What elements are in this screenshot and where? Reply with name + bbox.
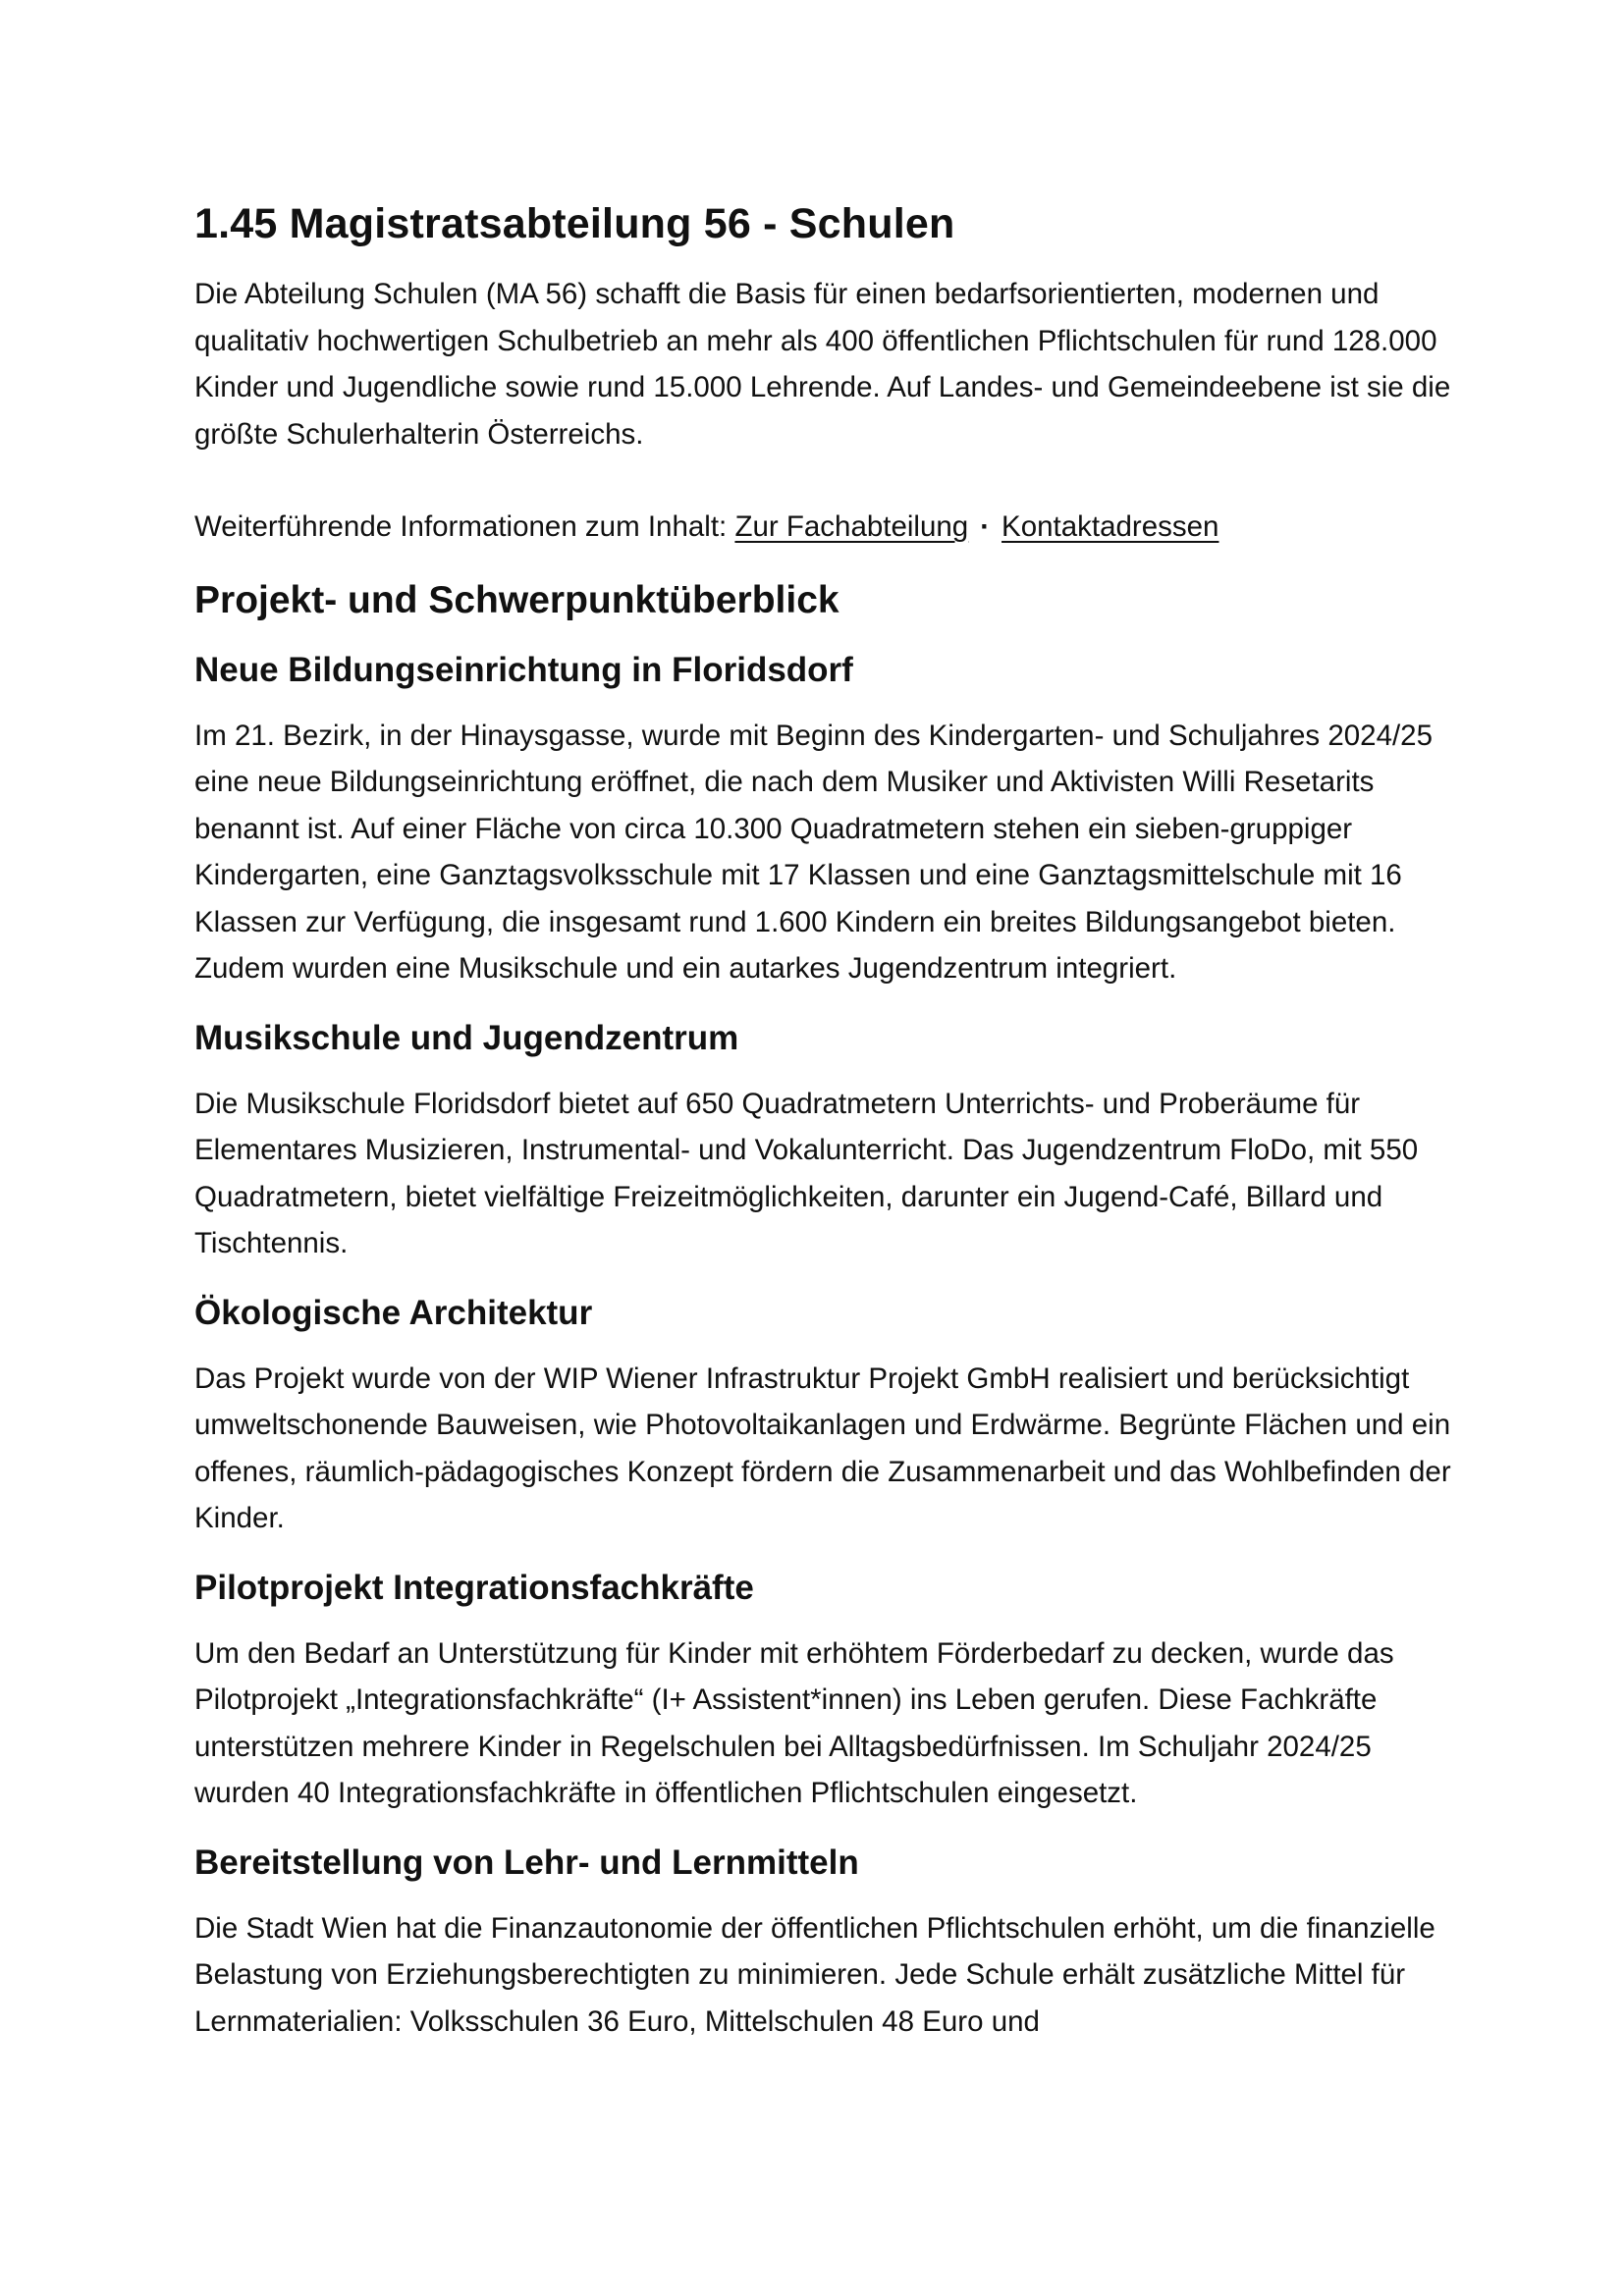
department-link[interactable]: Zur Fachabteilung (734, 510, 969, 543)
subsection-text-architecture: Das Projekt wurde von der WIP Wiener Infrastruktur Projekt GmbH realisiert und berücksichtigt umweltschonende Bauweisen, wie Photovoltaikanlagen und Erdwärme. Begrünte Flächen und ein offenes, räumlich-pädagogisches Konzept fördern die Zusammenarbeit und das Wohlbefinden der Kinder. (194, 1362, 1451, 1534)
link-separator: · (980, 510, 991, 543)
subsection-text-learning-materials: Die Stadt Wien hat die Finanzautonomie der öffentlichen Pflichtschulen erhöht, um die finanzielle Belastung von Erziehungsberechtigten zu minimieren. Jede Schule erhält zusätzliche Mittel für Lernmaterialien: Volksschulen 36 Euro, Mittelschulen 48 Euro und (194, 1911, 1435, 2038)
subsection-heading-music-youth: Musikschule und Jugendzentrum (194, 1018, 739, 1057)
subsection-text-music-youth: Die Musikschule Floridsdorf bietet auf 650 Quadratmetern Unterrichts- und Proberäume für Elementares Musizieren, Instrumental- und Vokalunterricht. Das Jugendzentrum FloDo, mit 550 Quadratmetern, bietet vielfältige Freizeitmöglichkeiten, darunter ein Jugend-Café, Billard und Tischtennis. (194, 1087, 1419, 1259)
further-info-label: Weiterführende Informationen zum Inhalt: (194, 510, 728, 543)
document-page (194, 196, 1451, 2068)
subsection-text-floridsdorf: Im 21. Bezirk, in der Hinaysgasse, wurde mit Beginn des Kindergarten- und Schuljahres 2024/25 eine neue Bildungseinrichtung eröffnet, die nach dem Musiker und Aktivisten Willi Resetarits benannt ist. Auf einer Fläche von circa 10.300 Quadratmetern stehen ein sieben-gruppiger Kindergarten, eine Ganztagsvolksschule mit 17 Klassen und eine Ganztagsmittelschule mit 16 Klassen zur Verfügung, die insgesamt rund 1.600 Kindern ein breites Bildungsangebot bieten. Zudem wurden eine Musikschule und ein autarkes Jugendzentrum integriert. (194, 719, 1433, 985)
subsection-heading-architecture: Ökologische Architektur (194, 1293, 593, 1332)
intro-paragraph: Die Abteilung Schulen (MA 56) schafft die Basis für einen bedarfsorientierten, modernen und qualitativ hochwertigen Schulbetrieb an mehr als 400 öffentlichen Pflichtschulen für rund 128.000 Kinder und Jugendliche sowie rund 15.000 Lehrende. Auf Landes- und Gemeindeebene ist sie die größte Schulerhalterin Österreichs. (194, 278, 1451, 451)
subsection-heading-learning-materials: Bereitstellung von Lehr- und Lernmitteln (194, 1842, 859, 1882)
subsection-heading-floridsdorf: Neue Bildungseinrichtung in Floridsdorf (194, 650, 853, 689)
further-info-line (194, 504, 1451, 551)
overview-heading: Projekt- und Schwerpunktüberblick (194, 578, 839, 621)
subsection-heading-integration: Pilotprojekt Integrationsfachkräfte (194, 1568, 754, 1607)
subsection-text-integration: Um den Bedarf an Unterstützung für Kinder mit erhöhtem Förderbedarf zu decken, wurde das Pilotprojekt „Integrationsfachkräfte“ (I+ Assistent*innen) ins Leben gerufen. Diese Fachkräfte unterstützen mehrere Kinder in Regelschulen bei Alltagsbedürfnissen. Im Schuljahr 2024/25 wurden 40 Integrationsfachkräfte in öffentlichen Pflichtschulen eingesetzt. (194, 1636, 1394, 1809)
contacts-link[interactable]: Kontaktadressen (1001, 510, 1219, 543)
section-title: 1.45 Magistratsabteilung 56 - Schulen (194, 200, 955, 247)
